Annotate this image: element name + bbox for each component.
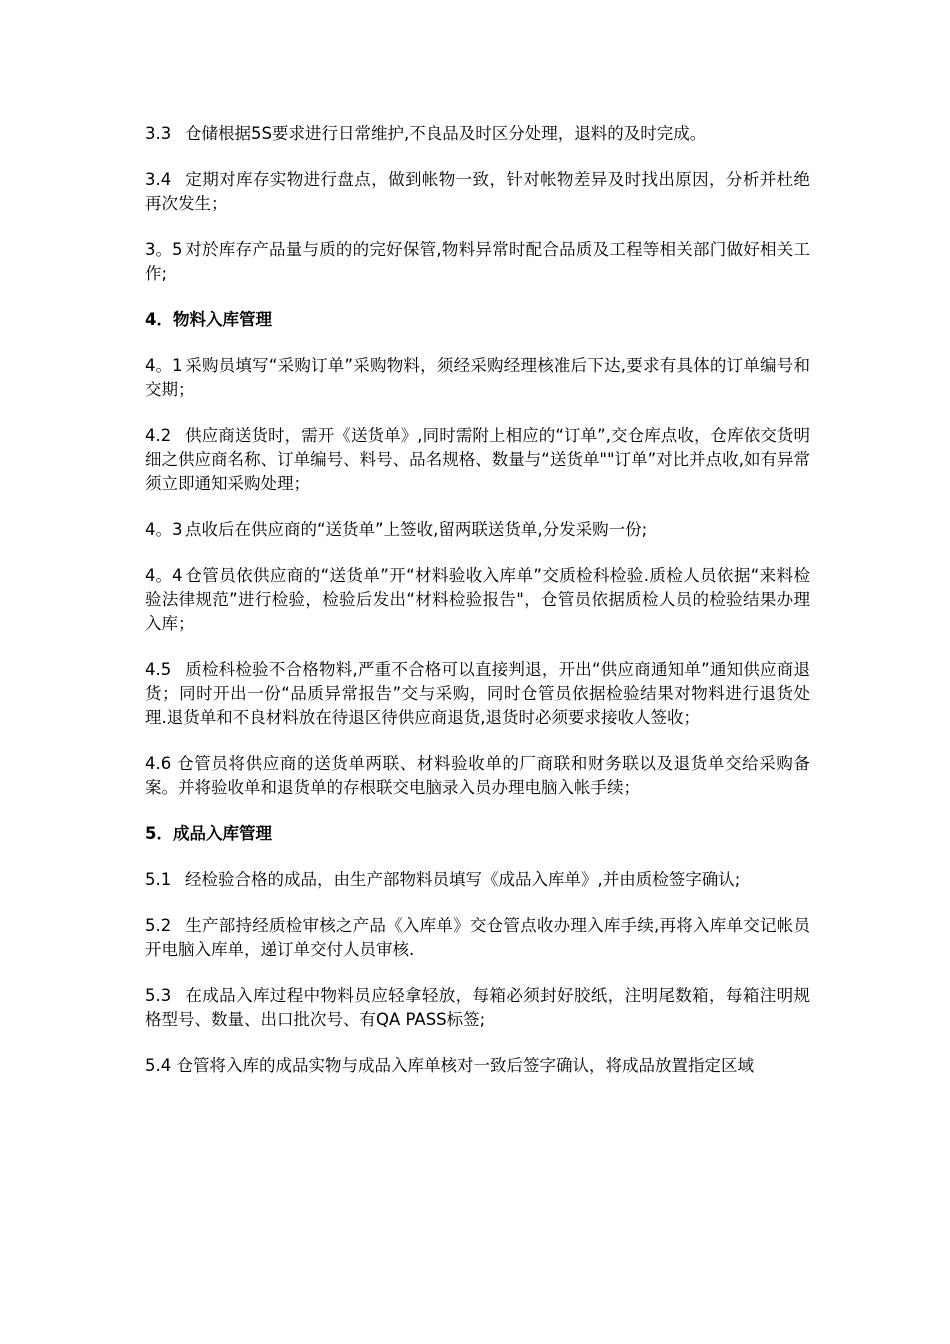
- paragraph-number: 4。1: [145, 356, 183, 375]
- document-body: [145, 122, 810, 1100]
- paragraph-4-4: [145, 564, 810, 636]
- section-heading-4: 4．物料入库管理: [145, 310, 272, 329]
- paragraph-text: 对於库存产品量与质的的完好保管,物料异常时配合品质及工程等相关部门做好相关工作;: [145, 240, 810, 283]
- paragraph-4-3: [145, 518, 810, 542]
- paragraph-4-5: [145, 658, 810, 730]
- paragraph-number: 5.4: [145, 1056, 172, 1075]
- section-heading-5: 5．成品入库管理: [145, 824, 272, 843]
- paragraph-text: 定期对库存实物进行盘点，做到帐物一致，针对帐物差异及时找出原因，分析并杜绝再次发生；: [145, 170, 810, 213]
- paragraph-number: 3.3: [145, 124, 172, 143]
- paragraph-number: 3。5: [145, 240, 183, 259]
- paragraph-4-6: [145, 752, 810, 800]
- paragraph-number: 5.1: [145, 870, 172, 889]
- paragraph-text: 点收后在供应商的“送货单”上签收,留两联送货单,分发采购一份;: [185, 520, 648, 539]
- paragraph-number: 5.3: [145, 986, 172, 1005]
- paragraph-4-1: [145, 354, 810, 402]
- paragraph-number: 5.2: [145, 916, 172, 935]
- paragraph-text: 在成品入库过程中物料员应轻拿轻放，每箱必须封好胶纸，注明尾数箱，每箱注明规格型号、数量、出口批次号、有QA PASS标签;: [145, 986, 810, 1029]
- paragraph-5-2: [145, 914, 810, 962]
- paragraph-number: 4。3: [145, 520, 183, 539]
- paragraph-text: 供应商送货时，需开《送货单》,同时需附上相应的“订单”,交仓库点收，仓库依交货明细之供应商名称、订单编号、料号、品名规格、数量与“送货单""订单”对比并点收,如有异常须立即通知采购处理；: [145, 426, 810, 493]
- paragraph-3-4: [145, 168, 810, 216]
- paragraph-number: 3.4: [145, 170, 172, 189]
- paragraph-text: 仓管将入库的成品实物与成品入库单核对一致后签字确认，将成品放置指定区域: [176, 1056, 754, 1075]
- paragraph-3-5: [145, 238, 810, 286]
- paragraph-text: 经检验合格的成品，由生产部物料员填写《成品入库单》,并由质检签字确认;: [185, 870, 741, 889]
- paragraph-3-3: [145, 122, 810, 146]
- paragraph-number: 4.6: [145, 754, 172, 773]
- paragraph-text: 采购员填写“采购订单”采购物料，须经采购经理核准后下达,要求有具体的订单编号和交期；: [145, 356, 810, 399]
- paragraph-5-4: [145, 1054, 810, 1078]
- paragraph-text: 仓管员将供应商的送货单两联、材料验收单的厂商联和财务联以及退货单交给采购备案。并将验收单和退货单的存根联交电脑录入员办理电脑入帐手续；: [145, 754, 811, 797]
- paragraph-number: 4.2: [145, 426, 172, 445]
- paragraph-4-2: [145, 424, 810, 496]
- paragraph-text: 质检科检验不合格物料,严重不合格可以直接判退，开出“供应商通知单”通知供应商退货；同时开出一份“品质异常报告”交与采购，同时仓管员依据检验结果对物料进行退货处理.退货单和不良材料放在待退区待供应商退货,退货时必须要求接收人签收；: [145, 660, 810, 727]
- paragraph-5-3: [145, 984, 810, 1032]
- paragraph-number: 4.5: [145, 660, 172, 679]
- paragraph-number: 4。4: [145, 566, 183, 585]
- paragraph-text: 仓储根据5S要求进行日常维护,不良品及时区分处理，退料的及时完成。: [185, 124, 707, 143]
- paragraph-text: 生产部持经质检审核之产品《入库单》交仓管点收办理入库手续,再将入库单交记帐员开电脑入库单，递订单交付人员审核.: [145, 916, 810, 959]
- paragraph-text: 仓管员依供应商的“送货单”开“材料验收入库单”交质检科检验.质检人员依据“来料检验法律规范”进行检验，检验后发出“材料检验报告"，仓管员依据质检人员的检验结果办理入库；: [145, 566, 810, 633]
- paragraph-5-1: [145, 868, 810, 892]
